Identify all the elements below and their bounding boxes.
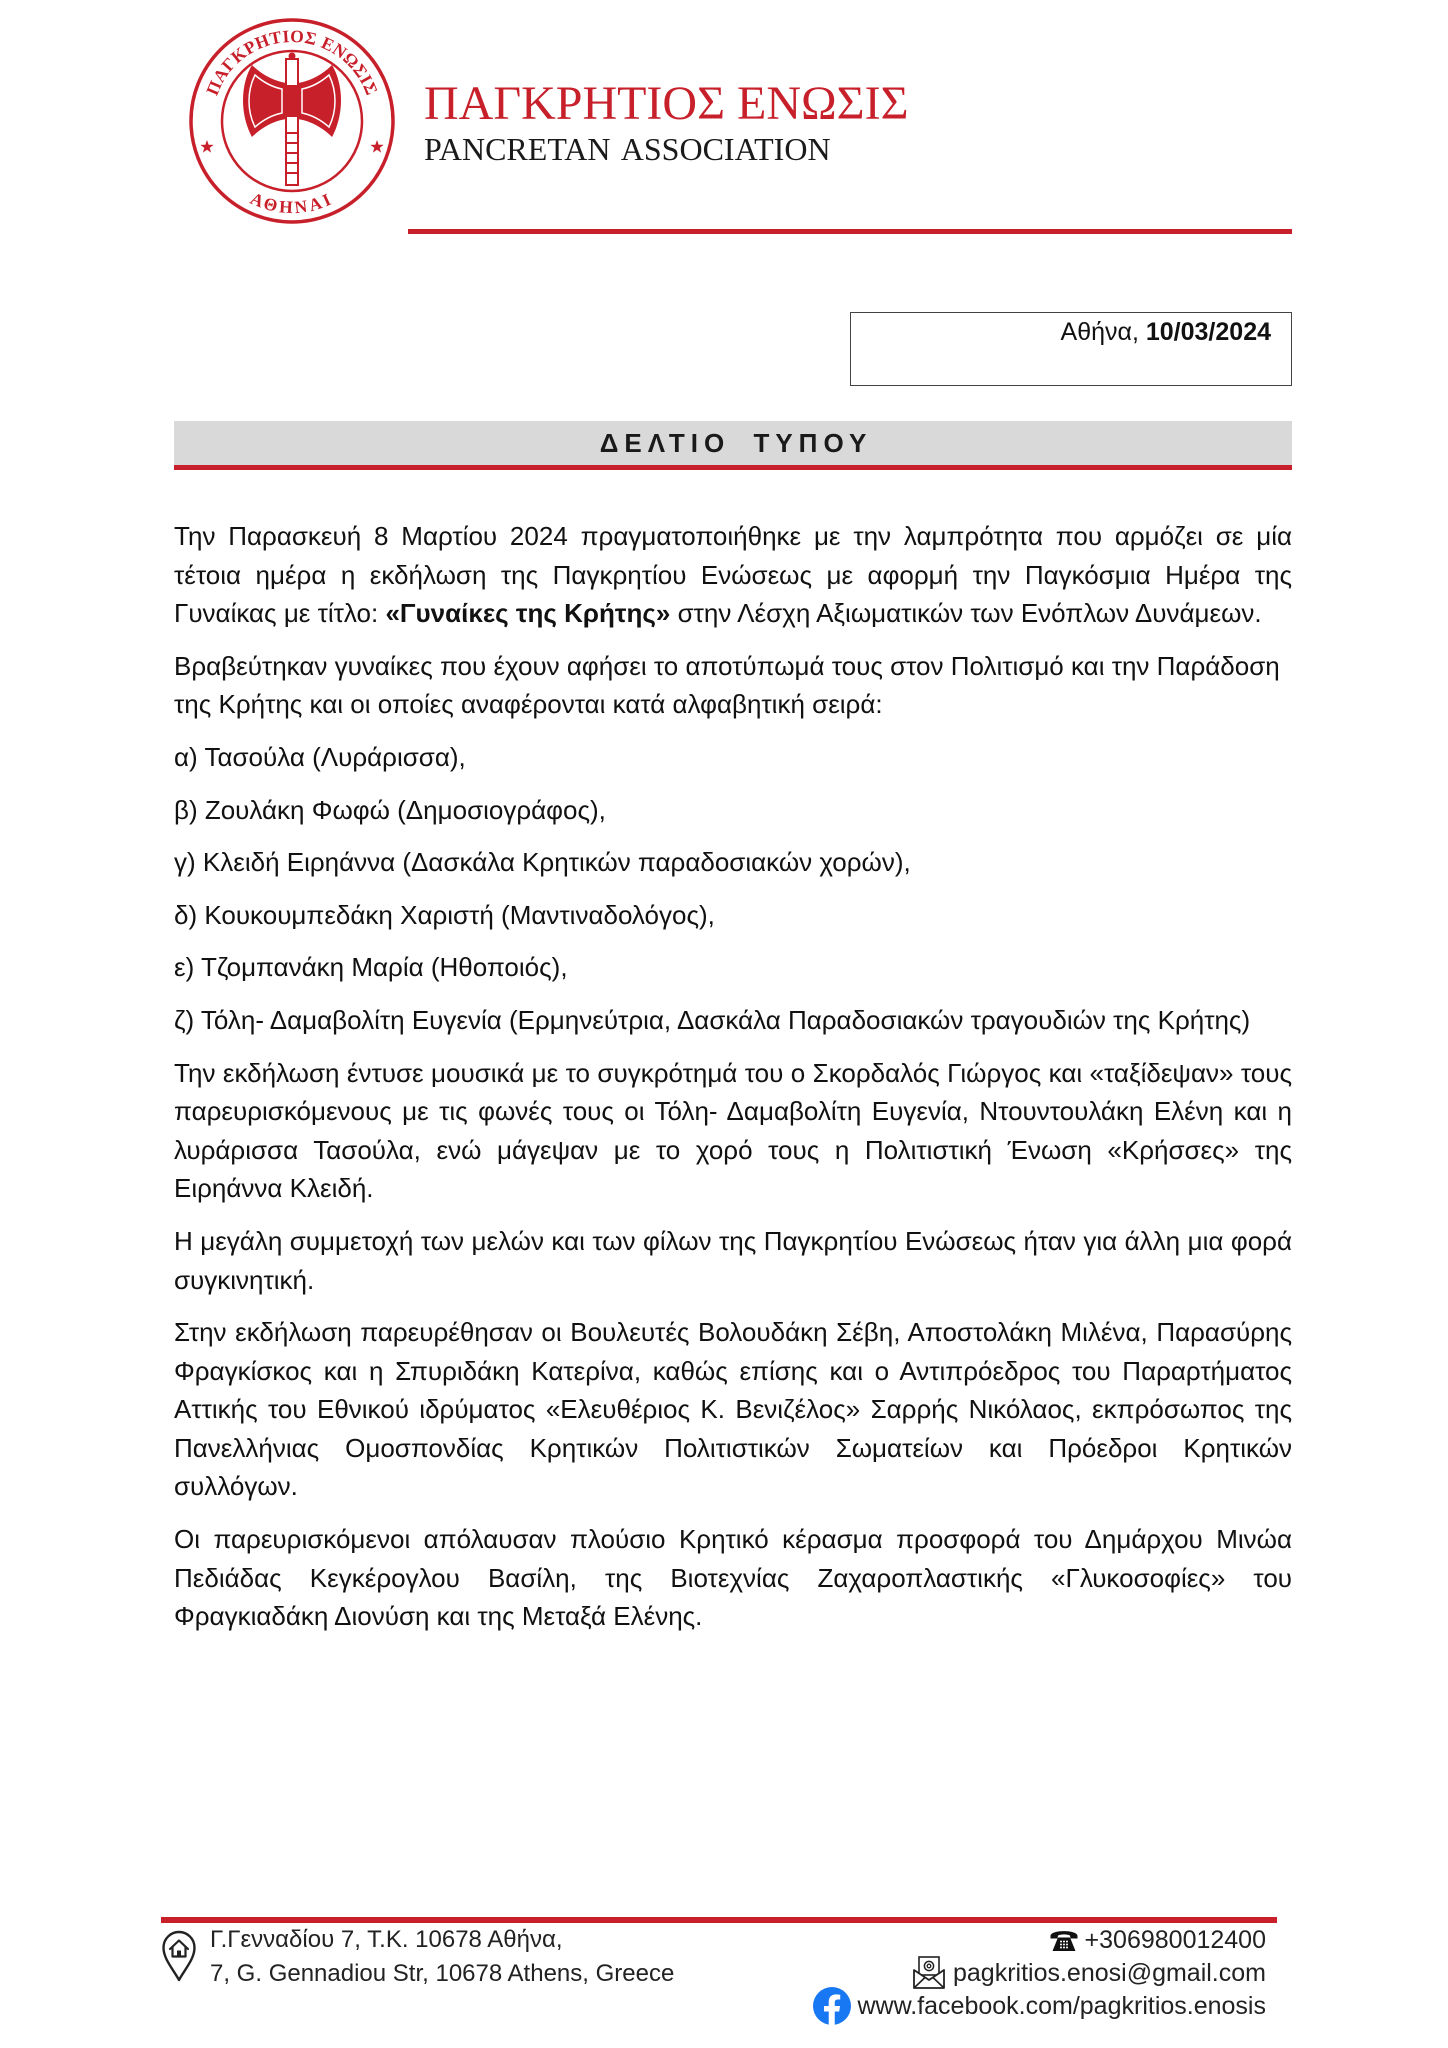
phone-number: +306980012400 — [1084, 1926, 1266, 1954]
envelope-at-icon — [911, 1955, 947, 1991]
list-item: ε) Τζομπανάκη Μαρία (Ηθοποιός), — [174, 952, 568, 983]
list-item: δ) Κουκουμπεδάκη Χαριστή (Μαντιναδολόγος), — [174, 899, 715, 930]
paragraph-event-intro — [174, 517, 1292, 633]
list-item: γ) Κλειδή Ειρηάννα (Δασκάλα Κρητικών παραδοσιακών χορών), — [174, 847, 911, 878]
list-item: ζ) Τόλη- Δαμαβολίτη Ευγενία (Ερμηνεύτρια, Δασκάλα Παραδοσιακών τραγουδιών της Κρήτης) — [174, 1004, 1251, 1035]
honorees-list — [174, 738, 1292, 1040]
address-greek: Γ.Γενναδίου 7, Τ.Κ. 10678 Αθήνα, — [210, 1926, 563, 1953]
header-divider — [408, 229, 1292, 234]
paragraph-officials: Στην εκδήλωση παρευρέθησαν οι Βουλευτές Βολουδάκη Σέβη, Αποστολάκη Μιλένα, Παρασύρης Φραγκίσκος και η Σπυριδάκη Κατερίνα, καθώς επίσης και ο Αντιπρόεδρος του Παραρτήματος Αττικής του Εθνικού ιδρύματος «Ελευθέριος Κ. Βενιζέλος» Σαρρής Νικόλαος, εκπρόσωπος της Πανελλήνιας Ομοσπονδίας Κρητικών Πολιτιστικών Σωματείων και Πρόεδροι Κρητικών συλλόγων. — [174, 1317, 1292, 1502]
labrys-icon — [243, 53, 341, 186]
list-item: β) Ζουλάκη Φωφώ (Δημοσιογράφος), — [174, 794, 606, 825]
association-logo — [186, 15, 398, 227]
event-title: «Γυναίκες της Κρήτης» — [385, 598, 671, 629]
organization-name-greek: ΠΑΓΚΡΗΤΙΟΣ ΕΝΩΣΙΣ — [424, 77, 909, 130]
email-contact — [911, 1957, 1266, 1989]
facebook-icon — [813, 1987, 851, 2025]
list-item: α) Τασούλα (Λυράρισσα), — [174, 741, 466, 772]
organization-name-english: PANCRETAN ASSOCIATION — [424, 131, 831, 167]
paragraph-attendance: Η μεγάλη συμμετοχή των μελών και των φίλων της Παγκρητίου Ενώσεως ήταν για άλλη μια φορά συγκινητική. — [174, 1225, 1292, 1295]
address-english: 7, G. Gennadiou Str, 10678 Athens, Greece — [210, 1960, 675, 1987]
date-value: 10/03/2024 — [1145, 318, 1271, 346]
logo-ring-bottom-text: ΑΘΗΝΑΙ — [247, 187, 337, 218]
phone-contact — [1049, 1924, 1266, 1956]
house-pin-icon — [160, 1928, 198, 1983]
paragraph-refreshments: Οι παρευρισκόμενοι απόλαυσαν πλούσιο Κρητικό κέρασμα προσφορά του Δημάρχου Μινώα Πεδιάδας Κεγκέρογλου Βασίλη, της Βιοτεχνίας Ζαχαροπλαστικής «Γλυκοσοφίες» του Φραγκιαδάκη Διονύση και της Μεταξά Ελένης. — [174, 1524, 1292, 1632]
email-link[interactable]: pagkritios.enosi@gmail.com — [952, 1959, 1266, 1987]
paragraph-honorees-intro: Βραβεύτηκαν γυναίκες που έχουν αφήσει το αποτύπωμά τους στον Πολιτισμό και την Παράδοση της Κρήτης και οι οποίες αναφέρονται κατά αλφαβητική σειρά: — [174, 650, 1280, 720]
paragraph-event-intro-venue: στην Λέσχη Αξιωματικών των Ενόπλων Δυνάμεων. — [670, 598, 1262, 629]
facebook-link[interactable]: www.facebook.com/pagkritios.enosis — [857, 1992, 1266, 2020]
logo-star-left-icon — [200, 140, 213, 153]
press-release-heading: ΔΕΛΤΙΟ ΤΥΠΟΥ — [174, 421, 1292, 470]
logo-ring-top-text: ΠΑΓΚΡΗΤΙΟΣ ΕΝΩΣΙΣ — [201, 25, 383, 99]
press-release-body — [174, 517, 1292, 1650]
logo-ring-bottom — [248, 188, 337, 217]
paragraph-event-intro-text: Την Παρασκευή 8 Μαρτίου 2024 πραγματοποιήθηκε με την λαμπρότητα που αρμόζει σε μία τέτοια ημέρα η εκδήλωση της Παγκρητίου Ενώσεως με αφορμή την Παγκόσμια Ημέρα της Γυναίκας με τίτλο: — [174, 521, 1292, 629]
date-box — [850, 312, 1292, 386]
date-place-label: Αθήνα, — [1060, 318, 1146, 346]
paragraph-music: Την εκδήλωση έντυσε μουσικά με το συγκρότημά του ο Σκορδαλός Γιώργος και «ταξίδεψαν» τους παρευρισκόμενους με τις φωνές τους οι Τόλη- Δαμαβολίτη Ευγενία, Ντουντουλάκη Ελένη και η λυράρισσα Τασούλα, ενώ μάγεψαν με το χορό τους η Πολιτιστική Ένωση «Κρήσσες» της Ειρηάννα Κλειδή. — [174, 1057, 1292, 1204]
footer-divider — [161, 1917, 1277, 1923]
telephone-icon — [1049, 1927, 1079, 1953]
logo-star-right-icon — [370, 140, 383, 153]
facebook-contact — [813, 1990, 1266, 2022]
